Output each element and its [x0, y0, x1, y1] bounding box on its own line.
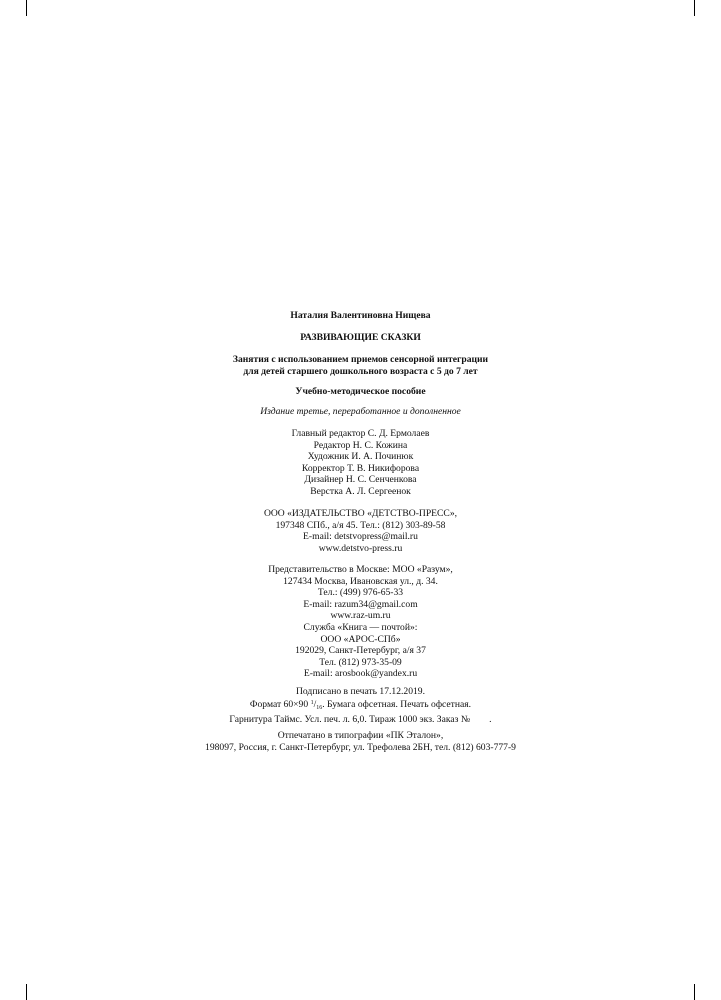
staff-line: Художник И. А. Починюк: [307, 451, 414, 463]
publisher-block: [0, 508, 721, 554]
moscow-email: E-mail: razum34@gmail.com: [303, 598, 418, 610]
edition-note: Издание третье, переработанное и дополненное: [260, 406, 461, 417]
format-slash: /: [313, 698, 317, 710]
moscow-line: Представительство в Москве: МОО «Разум»,: [268, 564, 453, 575]
mail-service-email: E-mail: arosbook@yandex.ru: [303, 668, 418, 680]
staff-block: [0, 428, 721, 498]
staff-line: Верстка А. Л. Сергеенок: [310, 485, 411, 497]
book-genre: Учебно-методическое пособие: [295, 386, 426, 397]
moscow-line: 127434 Москва, Ивановская ул., д. 34.: [283, 575, 438, 587]
staff-line: Дизайнер Н. С. Сенченкова: [304, 474, 417, 486]
mail-service-line: Служба «Книга — почтой»:: [303, 622, 418, 633]
print-signed: Подписано в печать 17.12.2019.: [295, 686, 425, 697]
subtitle-line: для детей старшего дошкольного возраста с 5 до 7 лет: [243, 365, 478, 377]
format-suffix: . Бумага офсетная. Печать офсетная.: [322, 698, 472, 710]
publisher-line: ООО «ИЗДАТЕЛЬСТВО «ДЕТСТВО-ПРЕСС»,: [263, 508, 458, 519]
moscow-line: Тел.: (499) 976-65-33: [317, 587, 404, 599]
staff-line: Корректор Т. В. Никифорова: [301, 462, 420, 474]
mail-service-block: [0, 622, 721, 680]
subtitle-line: Занятия с использованием приемов сенсорной интеграции: [232, 354, 489, 365]
printer-line: Отпечатано в типографии «ПК Эталон»,: [277, 730, 444, 741]
author-name: Наталия Валентиновна Нищева: [290, 310, 431, 321]
format-numerator: 1: [310, 699, 314, 706]
format-denominator: 16: [316, 704, 323, 711]
print-info-block: [0, 686, 721, 726]
print-format: [0, 698, 721, 715]
publisher-website: www.detstvo-press.ru: [318, 542, 403, 554]
staff-line: Редактор Н. С. Кожина: [313, 439, 408, 451]
moscow-office-block: [0, 564, 721, 622]
printer-address: 198097, Россия, г. Санкт-Петербург, ул. Трефолева 2БН, тел. (812) 603-777-9: [205, 741, 516, 753]
format-prefix: Формат 60×90: [249, 698, 311, 710]
staff-line: Главный редактор С. Д. Ермолаев: [291, 428, 430, 439]
mail-service-line: ООО «АРОС-СПб»: [320, 633, 401, 645]
moscow-website: www.raz-um.ru: [330, 610, 391, 622]
title-block: [0, 332, 721, 344]
mail-service-line: Тел. (812) 973-35-09: [319, 656, 402, 668]
publisher-email: E-mail: detstvopress@mail.ru: [303, 531, 418, 543]
publisher-line: 197348 СПб., а/я 45. Тел.: (812) 303-89-58: [275, 519, 446, 531]
print-typeface: Гарнитура Таймс. Усл. печ. л. 6,0. Тираж 1000 экз. Заказ № .: [229, 714, 492, 726]
author-block: [0, 310, 721, 322]
subtitle-block: [0, 354, 721, 377]
edition-block: [0, 406, 721, 418]
printer-block: [0, 730, 721, 753]
mail-service-line: 192029, Санкт-Петербург, а/я 37: [295, 645, 426, 657]
genre-block: [0, 386, 721, 398]
book-title: РАЗВИВАЮЩИЕ СКАЗКИ: [300, 332, 421, 343]
